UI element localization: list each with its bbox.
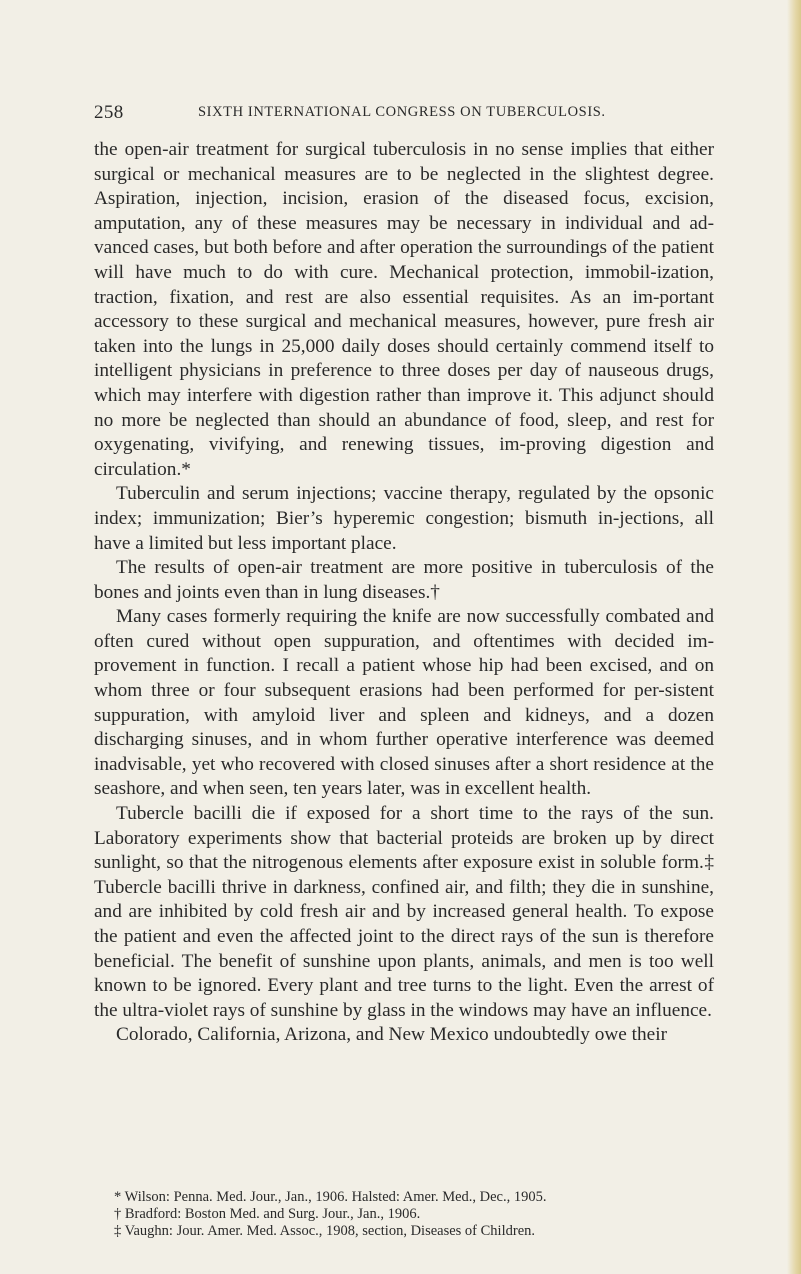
footnote: ‡ Vaughn: Jour. Amer. Med. Assoc., 1908, section, Diseases of Children. [114, 1223, 536, 1239]
paragraph: Tuberculin and serum injections; vaccine therapy, regulated by the opsonic index; immunization; Bier’s hyperemic congestion; bismuth in-jections, all have a limited but less important place. [94, 483, 714, 554]
paragraph: the open-air treatment for surgical tuberculosis in no sense implies that either surgical or mechanical measures are to be neglected in the slightest degree. Aspiration, injection, incision, erasion of the diseased focus, excision, amputation, any of these measures may be necessary in individual and ad-vanced cases, but both before and after operation the surroundings of the patient will have much to do with cure. Mechanical protection, immobil-ization, traction, fixation, and rest are also essential requisites. As an im-portant accessory to these surgical and mechanical measures, however, pure fresh air taken into the lungs in 25,000 daily doses should certainly commend itself to intelligent physicians in preference to three doses per day of nauseous drugs, which may interfere with digestion rather than improve it. This adjunct should no more be neglected than should an abundance of food, sleep, and rest for oxygenating, vivifying, and renewing tissues, im-proving digestion and circulation.* [94, 139, 714, 480]
paragraph: Many cases formerly requiring the knife are now successfully combated and often cured without open suppuration, and oftentimes with decided im-provement in function. I recall a patient whose hip had been excised, and on whom three or four subsequent erasions had been performed for per-sistent suppuration, with amyloid liver and spleen and kidneys, and a dozen discharging sinuses, and in whom further operative interference was deemed inadvisable, yet who recovered with closed sinuses after a short residence at the seashore, and when seen, ten years later, was in excellent health. [94, 606, 714, 800]
page-number: 258 [94, 102, 124, 123]
running-title: SIXTH INTERNATIONAL CONGRESS ON TUBERCULOSIS. [198, 104, 606, 120]
footnote: * Wilson: Penna. Med. Jour., Jan., 1906. Halsted: Amer. Med., Dec., 1905. [114, 1189, 547, 1205]
footnote: † Bradford: Boston Med. and Surg. Jour., Jan., 1906. [114, 1206, 421, 1222]
paragraph: Colorado, California, Arizona, and New Mexico undoubtedly owe their [116, 1024, 667, 1046]
footnotes [94, 1189, 714, 1240]
page-edge [787, 0, 801, 1274]
paragraph: The results of open-air treatment are more positive in tuberculosis of the bones and joints even than in lung diseases.† [94, 557, 714, 603]
body-text [94, 138, 714, 1048]
paragraph: Tubercle bacilli die if exposed for a short time to the rays of the sun. Laboratory experiments show that bacterial proteids are broken up by direct sunlight, so that the nitrogenous elements after exposure exist in soluble form.‡ Tubercle bacilli thrive in darkness, confined air, and filth; they die in sunshine, and are inhibited by cold fresh air and by increased general health. To expose the patient and even the affected joint to the direct rays of the sun is therefore beneficial. The benefit of sunshine upon plants, animals, and men is too well known to be ignored. Every plant and tree turns to the light. Even the arrest of the ultra-violet rays of sunshine by glass in the windows may have an influence. [94, 803, 714, 1021]
